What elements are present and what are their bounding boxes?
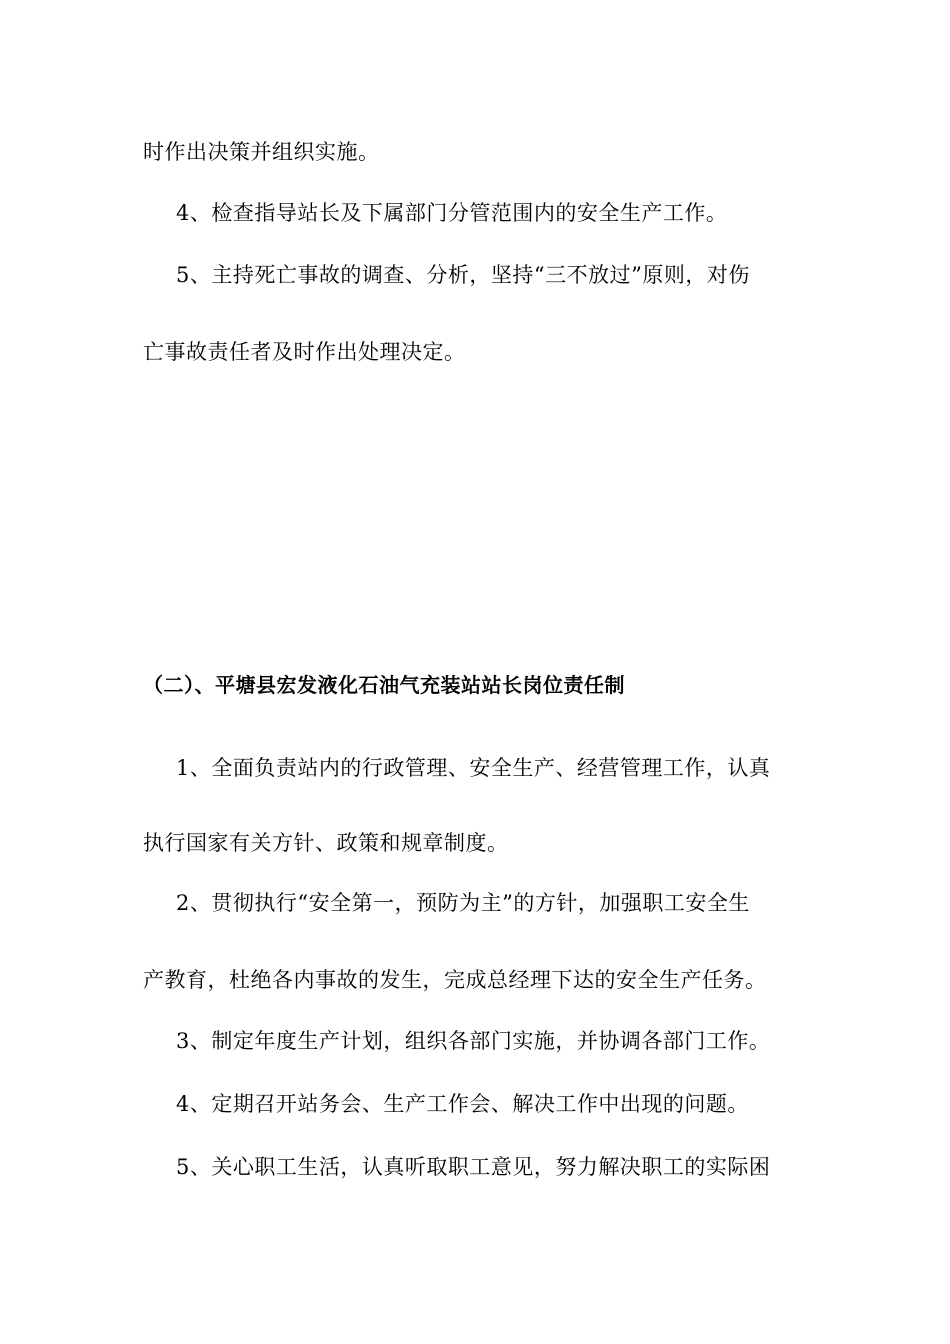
list-item-2: 2、贯彻执行“安全第一，预防为主”的方针，加强职工安全生 bbox=[176, 891, 750, 915]
list-item-1-continued: 执行国家有关方针、政策和规章制度。 bbox=[143, 831, 509, 855]
list-item-5: 5、主持死亡事故的调查、分析，坚持“三不放过”原则，对伤 bbox=[176, 263, 750, 287]
list-item-4: 4、定期召开站务会、生产工作会、解决工作中出现的问题。 bbox=[176, 1092, 749, 1116]
list-item-2-continued: 产教育，杜绝各内事故的发生，完成总经理下达的安全生产任务。 bbox=[143, 968, 767, 992]
list-item-1: 1、全面负责站内的行政管理、安全生产、经营管理工作，认真 bbox=[176, 756, 771, 780]
section-heading: （二）、平塘县宏发液化石油气充装站站长岗位责任制 bbox=[143, 673, 625, 697]
paragraph-line: 时作出决策并组织实施。 bbox=[143, 140, 380, 164]
list-item-3: 3、制定年度生产计划，组织各部门实施，并协调各部门工作。 bbox=[176, 1029, 771, 1053]
list-item-5-continued: 亡事故责任者及时作出处理决定。 bbox=[143, 340, 466, 364]
list-item-4: 4、检查指导站长及下属部门分管范围内的安全生产工作。 bbox=[176, 201, 728, 225]
list-item-5: 5、关心职工生活，认真听取职工意见，努力解决职工的实际困 bbox=[176, 1155, 771, 1179]
